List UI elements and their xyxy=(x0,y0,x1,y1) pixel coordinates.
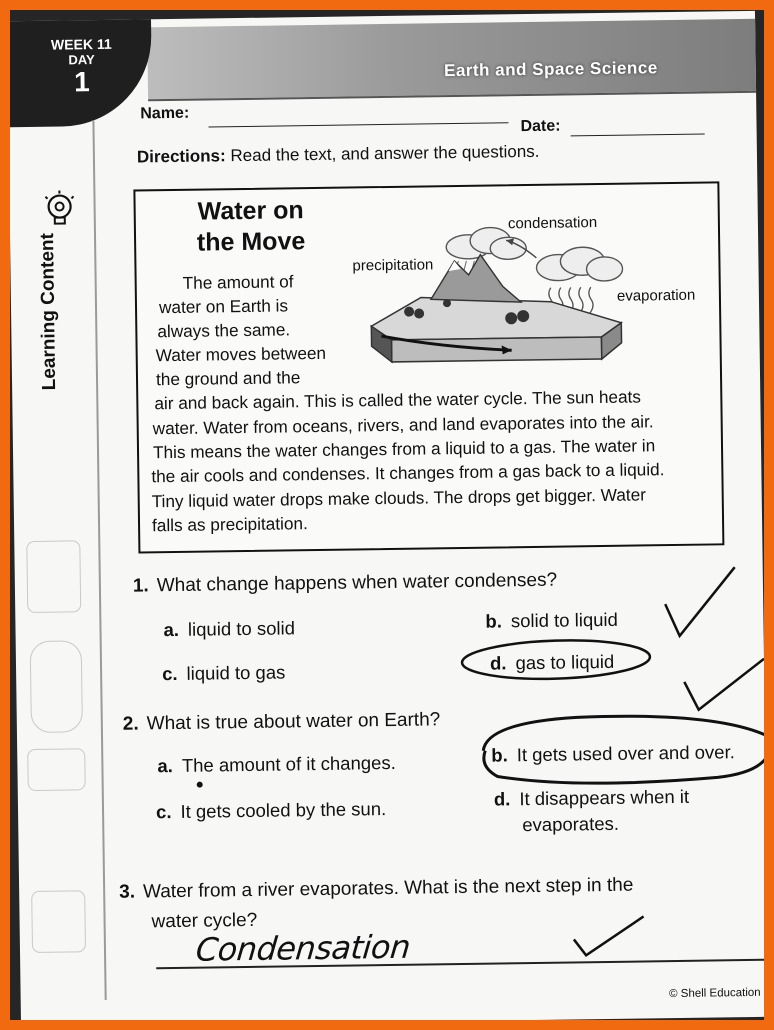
faint-doodle xyxy=(30,640,83,733)
option-letter: a. xyxy=(163,618,180,641)
pen-dot xyxy=(197,782,203,788)
question-text: Water from a river evaporates. What is the next step in the xyxy=(142,874,634,903)
date-label: Date: xyxy=(520,117,561,136)
name-label: Name: xyxy=(140,104,190,123)
week-day-badge xyxy=(10,11,152,128)
passage-line: This means the water changes from a liquid to a gas. The water in xyxy=(152,435,656,463)
passage-title-line: Water on xyxy=(197,196,304,226)
week-label: WEEK 11 xyxy=(50,35,112,53)
option-text: It disappears when it xyxy=(519,785,690,810)
passage-line: always the same. xyxy=(157,319,291,342)
question-number: 3. xyxy=(119,881,136,903)
option-letter: b. xyxy=(485,610,503,632)
mountains xyxy=(430,254,521,303)
reading-passage xyxy=(133,181,724,553)
q1-option-c[interactable] xyxy=(162,661,285,685)
passage-title xyxy=(185,195,316,259)
copyright: © Shell Education xyxy=(668,986,761,1001)
checkmark-q3 xyxy=(574,916,645,955)
question-1 xyxy=(133,570,557,598)
option-letter: d. xyxy=(493,788,511,810)
handwritten-answer: Condensation xyxy=(194,927,412,969)
day-number: 1 xyxy=(73,66,90,98)
q2-option-d[interactable] xyxy=(494,786,689,811)
option-text: gas to liquid xyxy=(515,650,615,674)
passage-line: water on Earth is xyxy=(158,295,289,318)
option-letter: a. xyxy=(157,755,174,777)
directions-label: Directions: xyxy=(136,146,226,167)
q2-option-a[interactable] xyxy=(157,752,396,777)
subject-title: Earth and Space Science xyxy=(443,58,658,81)
q1-option-b[interactable] xyxy=(485,609,618,633)
option-text: It gets cooled by the sun. xyxy=(180,798,387,822)
label-condensation: condensation xyxy=(507,214,598,233)
passage-line: The amount of xyxy=(182,271,294,293)
question-number: 2. xyxy=(122,713,139,735)
cloud-right xyxy=(536,247,622,282)
option-text: liquid to gas xyxy=(186,661,286,684)
question-2 xyxy=(123,709,441,735)
option-letter: c. xyxy=(161,662,178,685)
sidebar-label: Learning Content xyxy=(36,232,61,391)
passage-line: falls as precipitation. xyxy=(151,513,308,536)
q2-option-c[interactable] xyxy=(156,798,386,823)
option-text: The amount of it changes. xyxy=(181,751,396,776)
water-cycle-diagram xyxy=(350,211,712,392)
question-3 xyxy=(119,875,633,904)
passage-line: Water moves between xyxy=(155,342,327,366)
faint-doodle xyxy=(31,890,86,953)
passage-line: the air cools and condenses. It changes from a gas back to a liquid. xyxy=(151,459,665,487)
checkmark-q2 xyxy=(684,659,764,710)
passage-line: air and back again. This is called the water cycle. The sun heats xyxy=(154,386,642,414)
q1-option-a[interactable] xyxy=(163,617,295,641)
photo-frame xyxy=(10,10,764,1020)
option-letter: c. xyxy=(155,801,172,823)
checkmark-q1 xyxy=(665,567,736,636)
name-field[interactable] xyxy=(209,122,509,127)
question-text: What change happens when water condenses? xyxy=(156,569,558,597)
day-label: DAY xyxy=(68,52,95,68)
option-text: solid to liquid xyxy=(510,608,618,632)
passage-line: the ground and the xyxy=(155,367,301,390)
option-letter: d. xyxy=(489,652,507,674)
q2-option-d-continued: evaporates. xyxy=(522,812,620,836)
sidebar-divider xyxy=(92,120,106,1000)
option-letter: b. xyxy=(491,744,508,766)
question-text: What is true about water on Earth? xyxy=(146,709,441,735)
faint-doodle xyxy=(26,540,81,613)
passage-line: Tiny liquid water drops make clouds. The drops get bigger. Water xyxy=(151,484,647,512)
subject-banner xyxy=(147,19,764,102)
q1-option-d[interactable] xyxy=(490,651,614,675)
q2-option-b[interactable] xyxy=(491,741,735,766)
label-precipitation: precipitation xyxy=(352,256,434,275)
faint-doodle xyxy=(27,748,86,791)
option-text: liquid to solid xyxy=(187,617,296,640)
directions xyxy=(137,142,540,168)
question-number: 1. xyxy=(132,575,149,597)
passage-line: water. Water from oceans, rivers, and land evaporates into the air. xyxy=(152,411,654,439)
worksheet-page xyxy=(10,11,764,1020)
passage-title-line: the Move xyxy=(196,227,306,257)
date-field[interactable] xyxy=(571,134,705,137)
directions-text: Read the text, and answer the questions. xyxy=(225,141,540,166)
label-evaporation: evaporation xyxy=(616,286,696,305)
option-text: It gets used over and over. xyxy=(516,741,735,766)
question-3-continued: water cycle? xyxy=(151,909,258,933)
